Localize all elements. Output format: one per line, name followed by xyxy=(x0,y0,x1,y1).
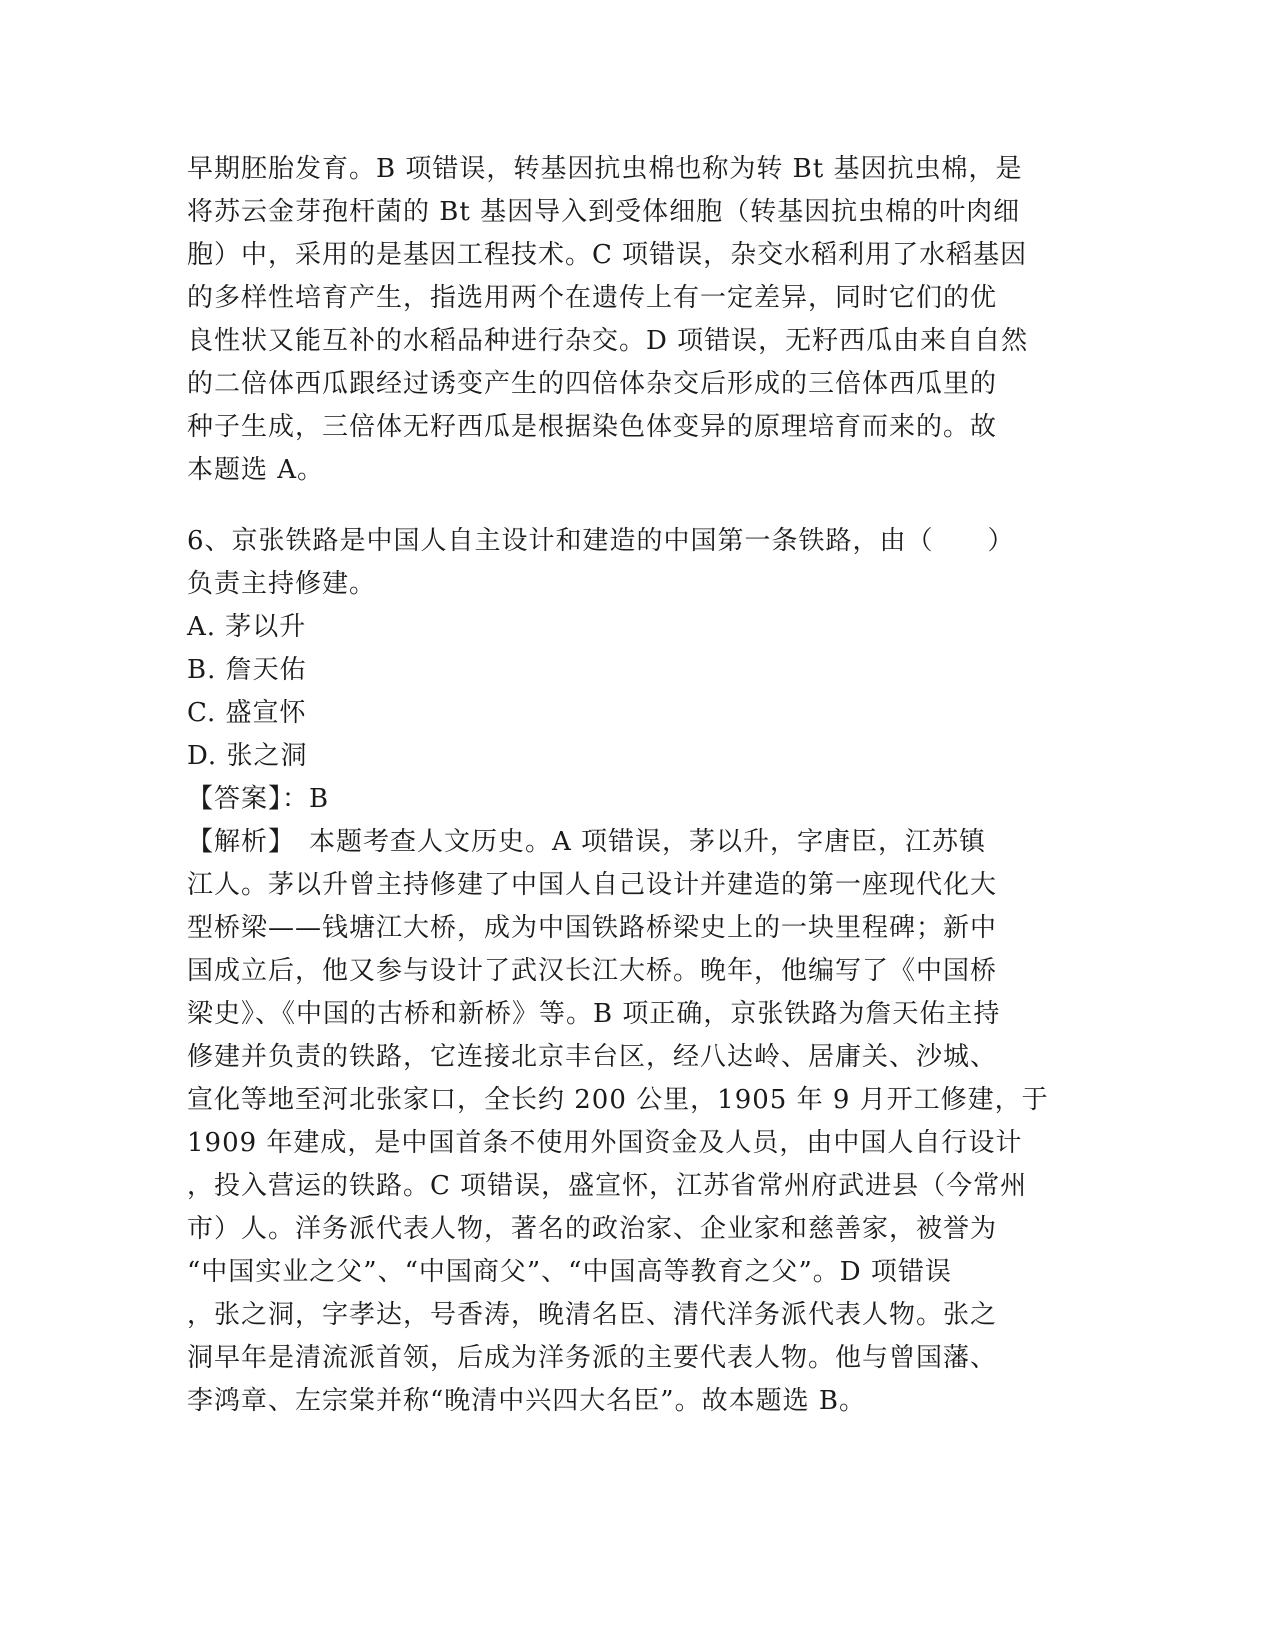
option-c: C. 盛宣怀 xyxy=(187,698,307,728)
document-content xyxy=(187,148,1087,1423)
explanation-line: 修建并负责的铁路，它连接北京丰台区，经八达岭、居庸关、沙城、 xyxy=(187,1042,998,1072)
explanation-line: 江人。茅以升曾主持修建了中国人自己设计并建造的第一座现代化大 xyxy=(187,870,998,900)
paragraph-line: 本题选 A。 xyxy=(187,455,325,485)
option-a: A. 茅以升 xyxy=(187,612,307,642)
answer: 【答案】：B xyxy=(187,784,330,814)
explanation-line: 梁史》、《中国的古桥和新桥》等。B 项正确，京张铁路为詹天佑主持 xyxy=(187,999,1001,1029)
question-stem-line: 负责主持修建。 xyxy=(187,569,377,599)
paragraph-line: 将苏云金芽孢杆菌的 Bt 基因导入到受体细胞（转基因抗虫棉的叶肉细 xyxy=(187,197,1021,227)
paragraph-line: 早期胚胎发育。B 项错误，转基因抗虫棉也称为转 Bt 基因抗虫棉，是 xyxy=(187,154,1023,184)
explanation-line: 李鸿章、左宗棠并称“晚清中兴四大名臣”。故本题选 B。 xyxy=(187,1386,866,1416)
paragraph-line: 良性状又能互补的水稻品种进行杂交。D 项错误，无籽西瓜由来自自然 xyxy=(187,326,1029,356)
explanation-line: 洞早年是清流派首领，后成为洋务派的主要代表人物。他与曾国藩、 xyxy=(187,1343,998,1373)
explanation xyxy=(187,821,1087,1423)
question-stem xyxy=(187,520,1087,606)
explanation-line: 国成立后，他又参与设计了武汉长江大桥。晚年，他编写了《中国桥 xyxy=(187,956,998,986)
section-gap xyxy=(187,492,1087,520)
option-d: D. 张之洞 xyxy=(187,741,308,771)
paragraph-line: 的二倍体西瓜跟经过诱变产生的四倍体杂交后形成的三倍体西瓜里的 xyxy=(187,369,998,399)
question-6 xyxy=(187,520,1087,1423)
paragraph-line: 的多样性培育产生，指选用两个在遗传上有一定差异，同时它们的优 xyxy=(187,283,998,313)
explanation-line: 市）人。洋务派代表人物，著名的政治家、企业家和慈善家，被誉为 xyxy=(187,1214,998,1244)
explanation-line: ，投入营运的铁路。C 项错误，盛宣怀，江苏省常州府武进县（今常州 xyxy=(187,1171,1028,1201)
paragraph-line: 种子生成，三倍体无籽西瓜是根据染色体变异的原理培育而来的。故 xyxy=(187,412,998,442)
explanation-line: 型桥梁——钱塘江大桥，成为中国铁路桥梁史上的一块里程碑；新中 xyxy=(187,913,998,943)
explanation-line: 宣化等地至河北张家口，全长约 200 公里，1905 年 9 月开工修建，于 xyxy=(187,1085,1049,1115)
explanation-line: 【解析】 本题考查人文历史。A 项错误，茅以升，字唐臣，江苏镇 xyxy=(187,827,987,857)
explanation-line: “中国实业之父”、“中国商父”、“中国高等教育之父”。D 项错误 xyxy=(187,1257,952,1287)
question-stem-line: 6、京张铁路是中国人自主设计和建造的中国第一条铁路，由（ ） xyxy=(187,526,1015,556)
previous-explanation xyxy=(187,148,1087,492)
explanation-line: ，张之洞，字孝达，号香涛，晚清名臣、清代洋务派代表人物。张之 xyxy=(187,1300,998,1330)
paragraph-line: 胞）中，采用的是基因工程技术。C 项错误，杂交水稻利用了水稻基因 xyxy=(187,240,1028,270)
option-list xyxy=(187,606,1087,778)
explanation-line: 1909 年建成，是中国首条不使用外国资金及人员，由中国人自行设计 xyxy=(187,1128,1023,1158)
option-b: B. 詹天佑 xyxy=(187,655,307,685)
